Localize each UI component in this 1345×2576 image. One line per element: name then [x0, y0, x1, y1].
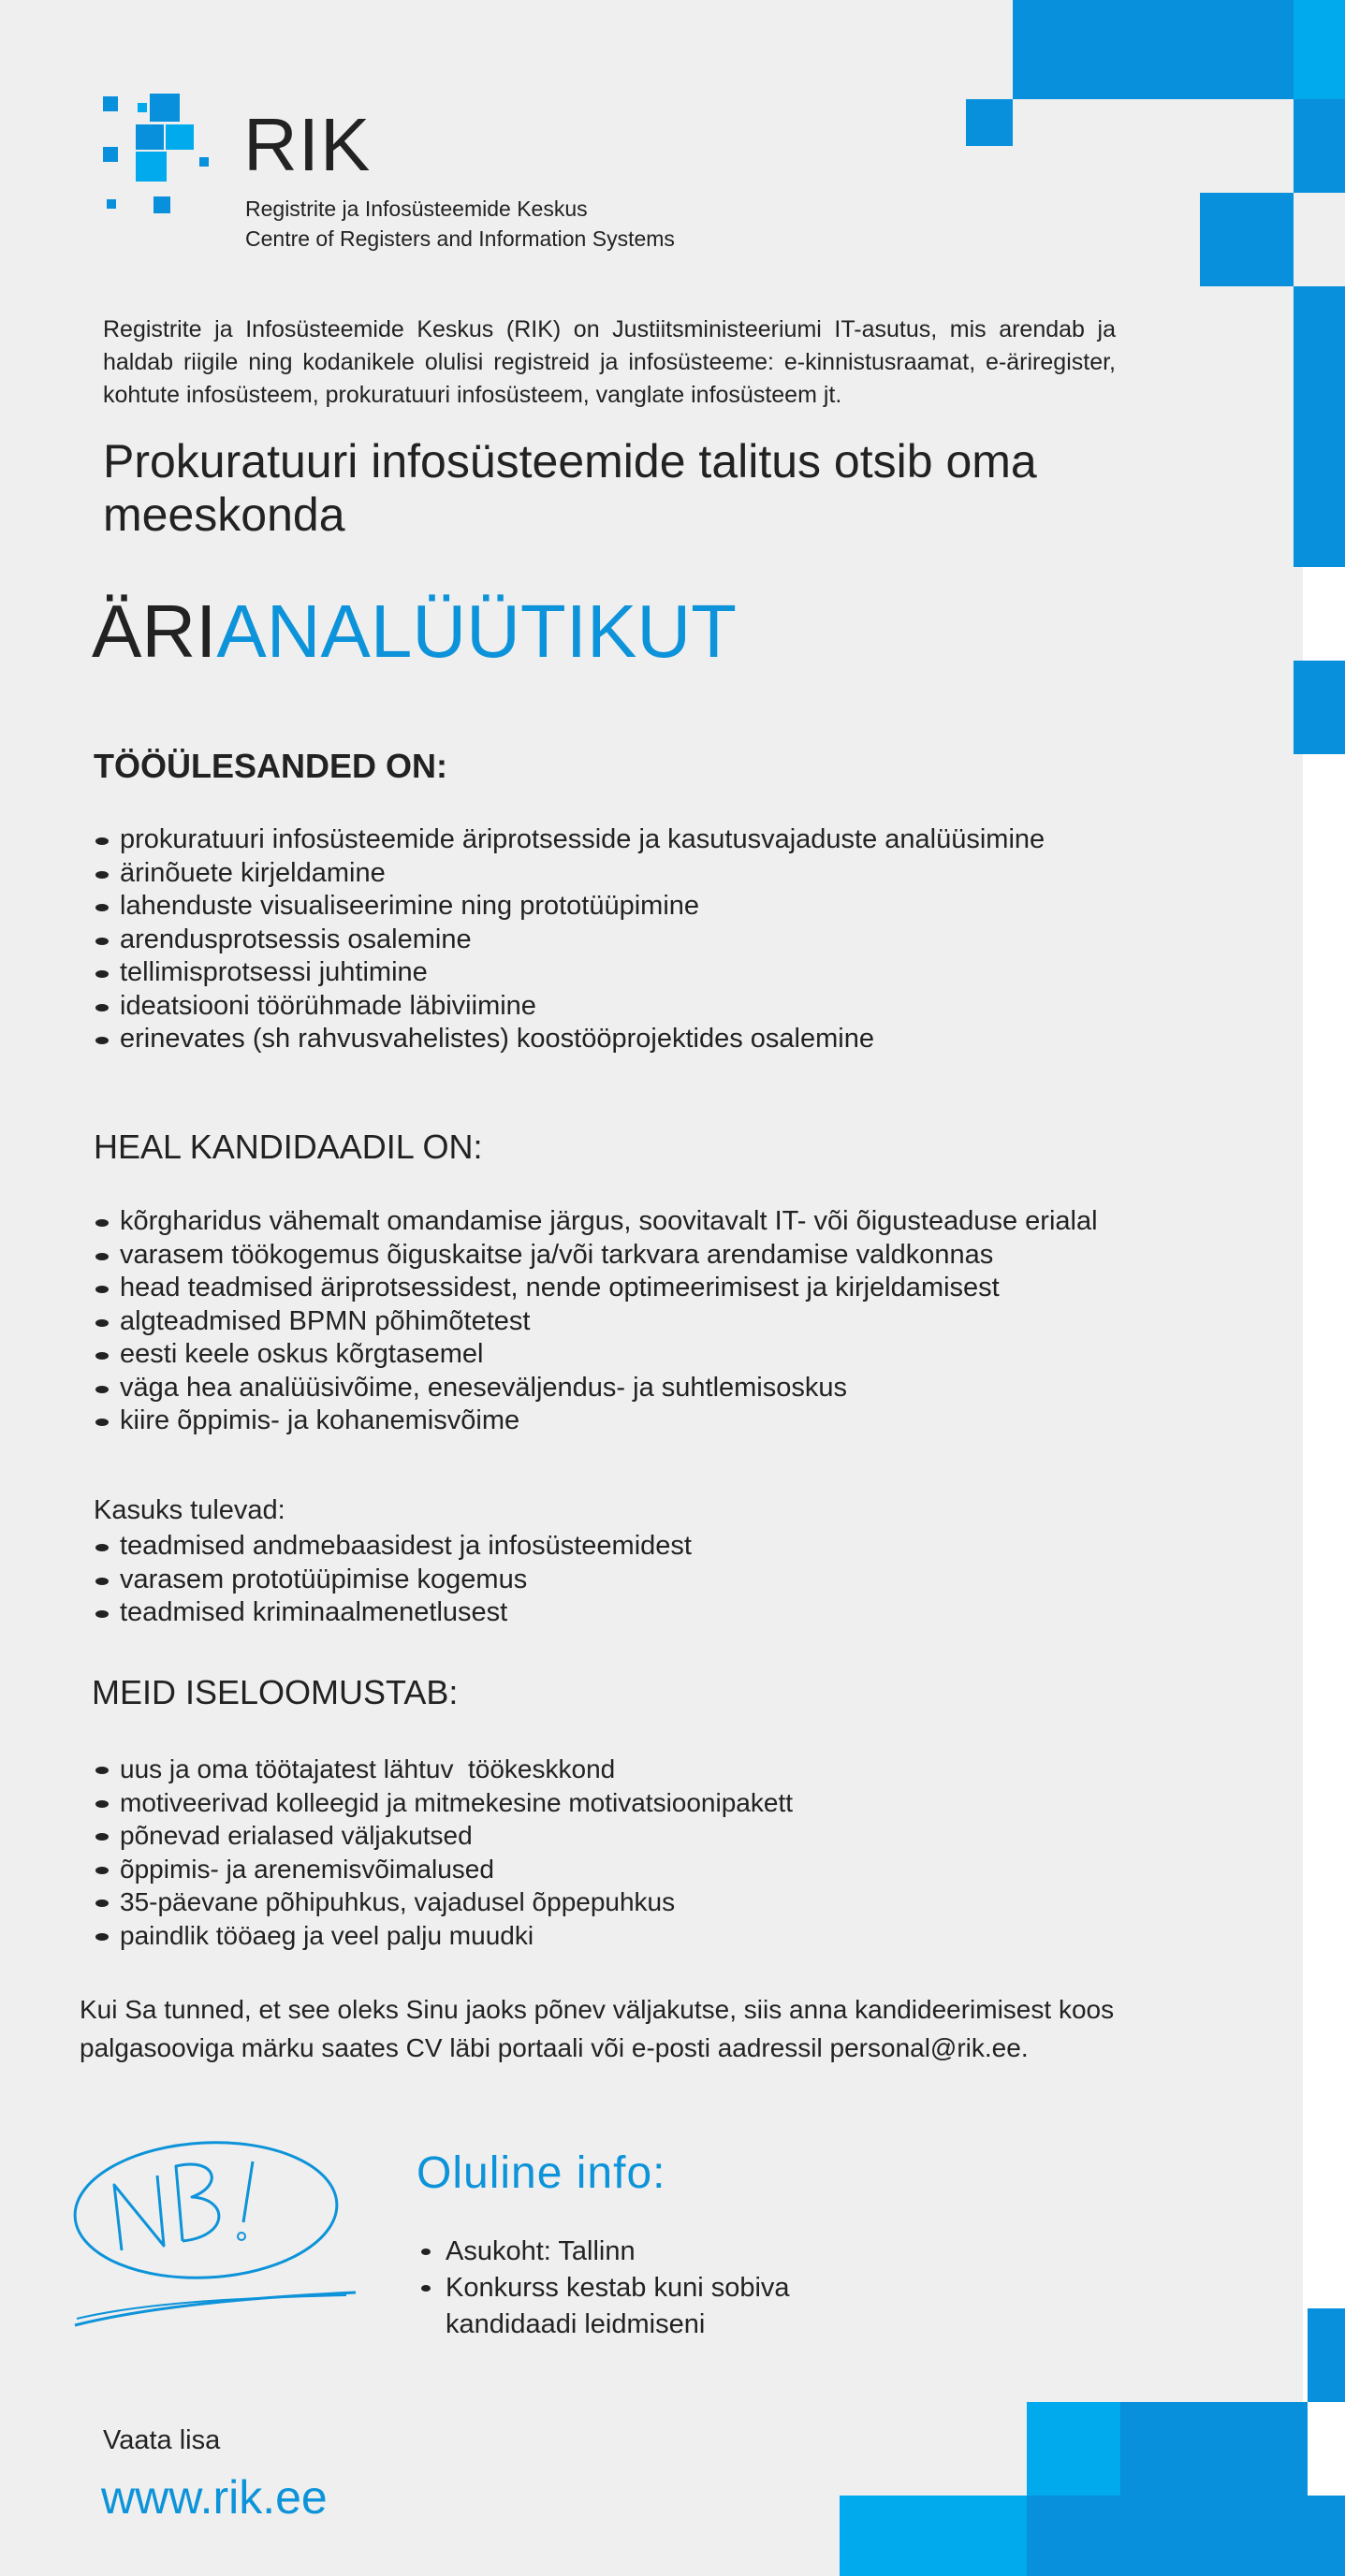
bullet-icon	[95, 1610, 109, 1618]
rik-logo	[94, 89, 768, 257]
nb-handwritten-icon	[66, 2133, 365, 2335]
bullet-icon	[95, 1833, 109, 1841]
duties-list	[94, 823, 1217, 1056]
candidate-list	[94, 1205, 1133, 1438]
info-heading: Oluline info:	[417, 2148, 666, 2198]
job-title-part1: ÄRI	[92, 589, 217, 673]
logo-square	[138, 103, 147, 112]
logo-square	[103, 96, 118, 111]
culture-heading: MEID ISELOOMUSTAB:	[92, 1673, 459, 1711]
logo-subtitle-et: Registrite ja Infosüsteemide Keskus	[245, 196, 588, 221]
list-item: head teadmised äriprotsessidest, nende optimeerimisest ja kirjeldamisest	[94, 1272, 1133, 1305]
list-item: teadmised andmebaasidest ja infosüsteemidest	[94, 1530, 1123, 1564]
deco-white-strip	[1303, 567, 1345, 2576]
logo-square	[103, 147, 118, 162]
list-item: paindlik tööaeg ja veel palju muudki	[94, 1919, 1123, 1953]
bullet-icon	[95, 1899, 109, 1907]
job-title-part2: ANALÜÜTIKUT	[216, 589, 737, 673]
list-item: varasem prototüüpimise kogemus	[94, 1564, 1123, 1597]
bullet-icon	[95, 1037, 109, 1044]
job-title	[92, 589, 737, 673]
logo-square	[107, 199, 116, 209]
list-item: kõrgharidus vähemalt omandamise järgus, soovitavalt IT- või õigusteaduse erialal	[94, 1205, 1133, 1239]
duties-heading: TÖÖÜLESANDED ON:	[94, 747, 447, 785]
deco-block	[1027, 2496, 1120, 2576]
bullet-icon	[95, 1319, 109, 1327]
website-link[interactable]: www.rik.ee	[101, 2471, 328, 2524]
bonus-list	[94, 1530, 1123, 1630]
list-item: Konkurss kestab kuni sobiva kandidaadi leidmiseni	[419, 2270, 822, 2343]
bullet-icon	[95, 1219, 109, 1227]
list-item: motiveerivad kolleegid ja mitmekesine motivatsioonipakett	[94, 1786, 1123, 1820]
info-list	[419, 2234, 822, 2343]
bullet-icon	[95, 871, 109, 879]
bullet-icon	[95, 970, 109, 978]
logo-subtitle-en: Centre of Registers and Information Systems	[245, 226, 675, 251]
bullet-icon	[95, 1933, 109, 1941]
deco-block	[1294, 99, 1345, 193]
bullet-icon	[95, 1800, 109, 1808]
list-item: teadmised kriminaalmenetlusest	[94, 1596, 1123, 1630]
list-item: väga hea analüüsivõime, eneseväljendus- ja suhtlemisoskus	[94, 1372, 1133, 1405]
see-more-label: Vaata lisa	[103, 2425, 221, 2455]
list-item: õppimis- ja arenemisvõimalused	[94, 1853, 1123, 1886]
list-item: põnevad erialased väljakutsed	[94, 1819, 1123, 1853]
logo-square	[136, 124, 164, 150]
list-item: arendusprotsessis osalemine	[94, 924, 1217, 957]
bullet-icon	[95, 1386, 109, 1393]
logo-wordmark: RIK	[243, 103, 372, 186]
deco-block	[1200, 193, 1294, 286]
deco-block	[1027, 2402, 1120, 2496]
list-item: varasem töökogemus õiguskaitse ja/või tarkvara arendamise valdkonnas	[94, 1239, 1133, 1273]
bullet-icon	[95, 938, 109, 945]
bullet-icon	[95, 1544, 109, 1551]
deco-block	[966, 99, 1013, 146]
logo-square	[154, 196, 170, 213]
deco-block	[1294, 0, 1345, 99]
list-item: algteadmised BPMN põhimõtetest	[94, 1305, 1133, 1339]
logo-square	[136, 152, 167, 182]
list-item: tellimisprotsessi juhtimine	[94, 956, 1217, 990]
deco-block	[1308, 2308, 1345, 2402]
headline: Prokuratuuri infosüsteemide talitus otsib oma meeskonda	[103, 435, 1037, 541]
list-item: uus ja oma töötajatest lähtuv töökeskkond	[94, 1753, 1123, 1786]
list-item: ideatsiooni töörühmade läbiviimine	[94, 990, 1217, 1024]
list-item: eesti keele oskus kõrgtasemel	[94, 1338, 1133, 1372]
bullet-icon	[95, 1253, 109, 1260]
candidate-heading: HEAL KANDIDAADIL ON:	[94, 1128, 483, 1166]
list-item: ärinõuete kirjeldamine	[94, 857, 1217, 891]
bullet-icon	[421, 2249, 431, 2255]
deco-block	[1013, 0, 1294, 99]
logo-square	[166, 124, 194, 150]
logo-square	[199, 157, 209, 167]
bullet-icon	[95, 1767, 109, 1774]
deco-block	[1294, 286, 1345, 567]
list-item: lahenduste visualiseerimine ning prototüüpimine	[94, 890, 1217, 924]
bullet-icon	[421, 2285, 431, 2292]
bullet-icon	[95, 1419, 109, 1426]
closing-paragraph: Kui Sa tunned, et see oleks Sinu jaoks põnev väljakutse, siis anna kandideerimisest koos palgasooviga märku saates CV läbi portaali või e-posti aadressil personal@rik.ee.	[80, 1995, 1115, 2062]
bullet-icon	[95, 1004, 109, 1011]
list-item: kiire õppimis- ja kohanemisvõime	[94, 1404, 1133, 1438]
bullet-icon	[95, 837, 109, 845]
list-item: erinevates (sh rahvusvahelistes) koostööprojektides osalemine	[94, 1023, 1217, 1056]
logo-square	[150, 94, 180, 122]
intro-paragraph: Registrite ja Infosüsteemide Keskus (RIK) on Justiitsministeeriumi IT-asutus, mis arendab ja haldab riigile ning kodanikele olulisi registreid ja infosüsteeme: e-kinnistusraamat, e-äriregister, kohtute infosüsteem, prokuratuuri infosüsteem, vanglate infosüsteem jt.	[103, 316, 1116, 408]
bullet-icon	[95, 1352, 109, 1360]
list-item: Asukoht: Tallinn	[419, 2234, 822, 2270]
bullet-icon	[95, 1286, 109, 1293]
list-item: prokuratuuri infosüsteemide äriprotsesside ja kasutusvajaduste analüüsimine	[94, 823, 1217, 857]
bonus-label: Kasuks tulevad:	[94, 1495, 285, 1525]
deco-block	[1308, 2496, 1345, 2576]
culture-list	[94, 1753, 1123, 1952]
deco-block	[1294, 661, 1345, 754]
bullet-icon	[95, 904, 109, 911]
bullet-icon	[95, 1867, 109, 1874]
list-item: 35-päevane põhipuhkus, vajadusel õppepuhkus	[94, 1885, 1123, 1919]
bullet-icon	[95, 1578, 109, 1585]
deco-block	[840, 2496, 1027, 2576]
deco-block	[1120, 2402, 1308, 2576]
